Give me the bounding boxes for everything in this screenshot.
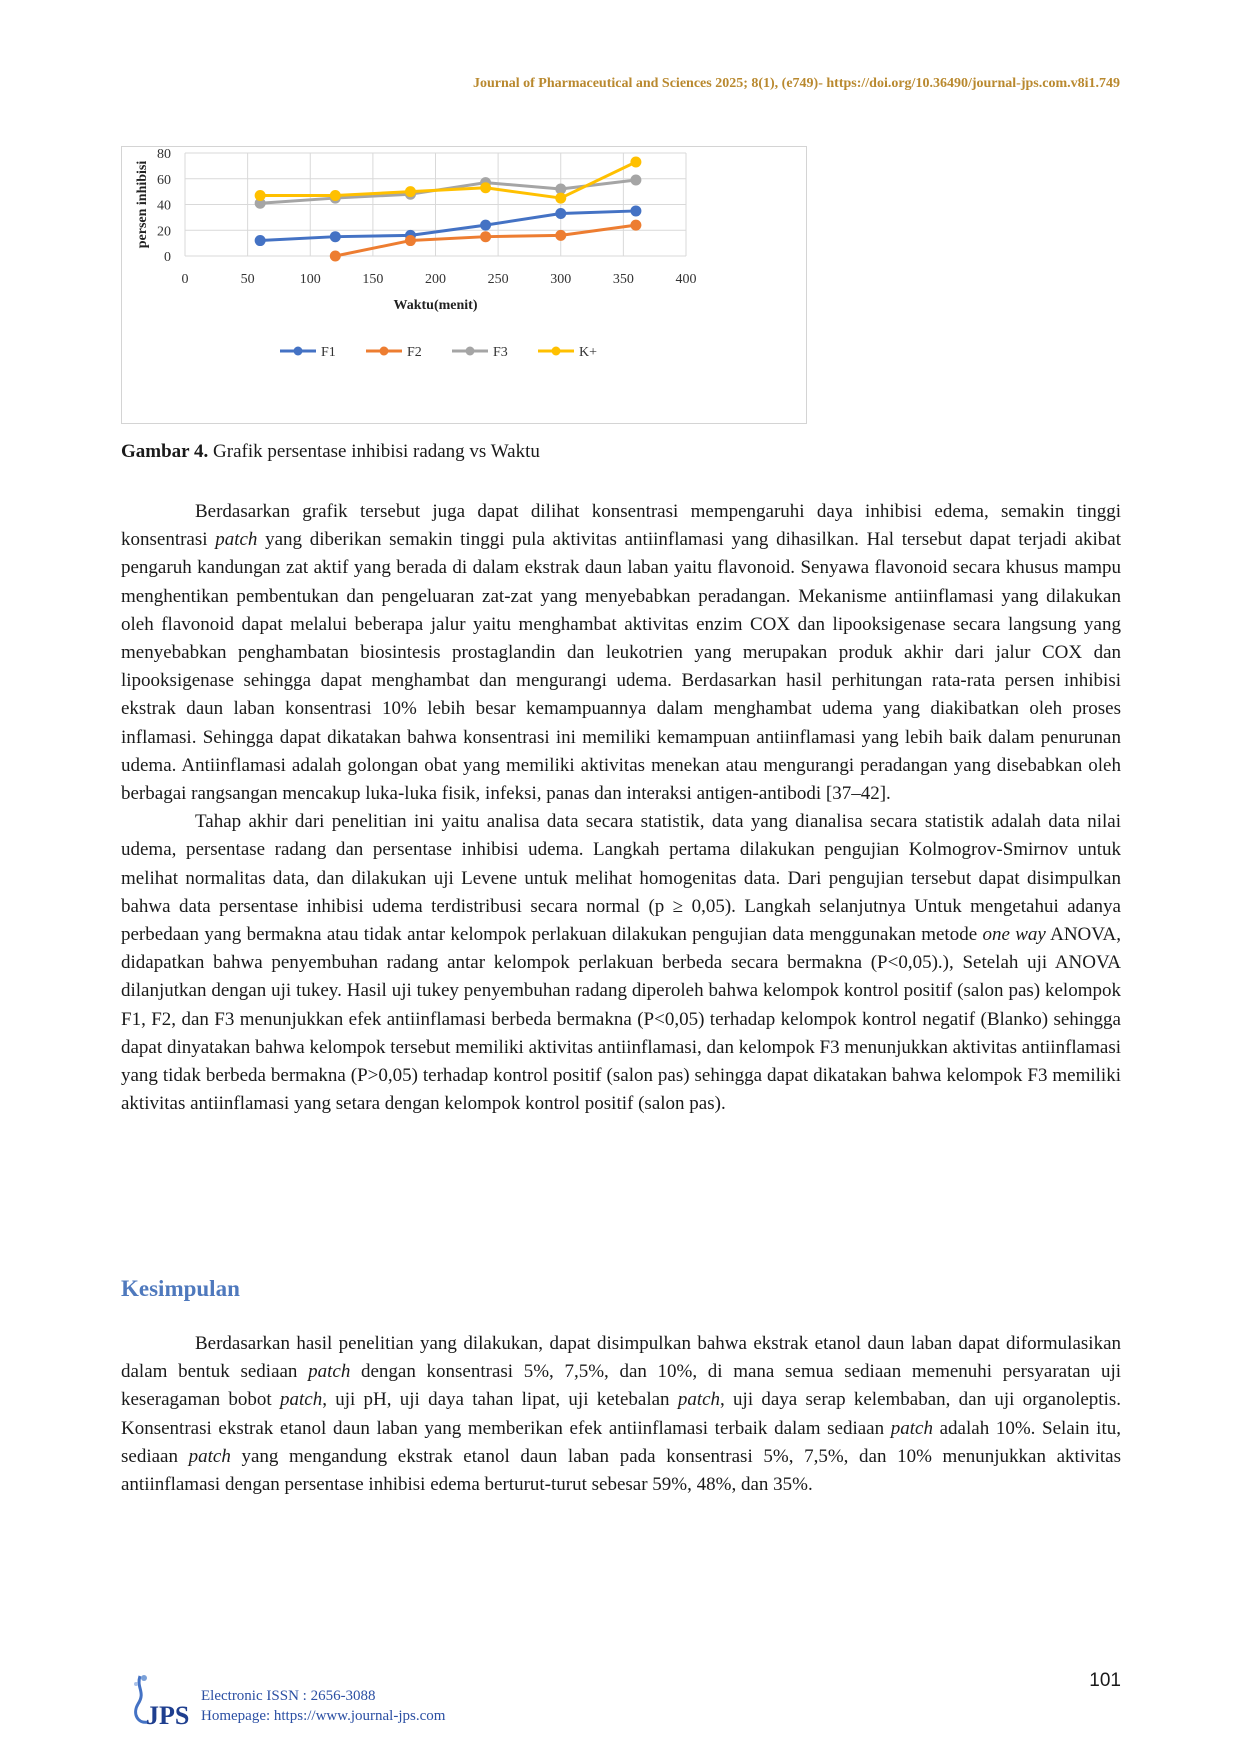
x-tick-label: 350 bbox=[612, 272, 634, 287]
data-point-K+ bbox=[630, 157, 641, 168]
italic-term: patch bbox=[677, 1389, 721, 1411]
figure-label: Gambar 4. bbox=[121, 441, 209, 462]
text-run: Tahap akhir dari penelitian ini yaitu analisa data secara statistik, data yang dianalisa secara statistik adalah data nilai udema, persentase radang dan persentase inhibisi udema. Langkah pertama dilakukan pengujian Kolmogrov-Smirnov untuk melihat normalitas data, dan dilakukan uji Levene untuk melihat homogenitas data. Dari pengujian tersebut dapat disimpulkan bahwa data persentase inhibisi udema terdistribusi secara normal (p ≥ 0,05). Langkah selanjutnya Untuk mengetahui adanya perbedaan yang bermakna atau tidak antar kelompok perlakuan dilakukan pengujian data menggunakan metode bbox=[121, 811, 1121, 946]
x-tick-label: 50 bbox=[240, 272, 255, 287]
text-run: adalah 10%. Selain itu, sediaan bbox=[121, 1417, 1121, 1467]
text-run: , uji pH, uji daya tahan lipat, uji ketebalan bbox=[322, 1389, 678, 1411]
italic-term: patch bbox=[308, 1361, 351, 1383]
figure-caption bbox=[121, 441, 540, 463]
paragraph bbox=[121, 1330, 1121, 1499]
data-point-K+ bbox=[555, 193, 566, 204]
x-tick-label: 300 bbox=[550, 272, 572, 287]
italic-term: one way bbox=[982, 924, 1046, 946]
legend-swatch-marker bbox=[294, 347, 303, 356]
figure-caption-text: Grafik persentase inhibisi radang vs Waktu bbox=[208, 441, 540, 462]
data-point-F1 bbox=[255, 235, 266, 246]
paragraph bbox=[121, 808, 1121, 1118]
page-number: 101 bbox=[1089, 1670, 1121, 1691]
y-tick-label: 60 bbox=[157, 172, 171, 188]
data-point-K+ bbox=[405, 186, 416, 197]
italic-term: patch bbox=[279, 1389, 323, 1411]
inhibition-line-chart bbox=[122, 147, 806, 423]
y-tick-label: 20 bbox=[157, 224, 171, 240]
series-line-F1 bbox=[260, 211, 636, 241]
data-point-F1 bbox=[480, 220, 491, 231]
data-point-F1 bbox=[630, 205, 641, 216]
italic-term: patch bbox=[890, 1417, 933, 1439]
x-tick-label: 150 bbox=[362, 272, 384, 287]
data-point-K+ bbox=[255, 190, 266, 201]
legend-swatch-marker bbox=[380, 347, 389, 356]
text-run: Berdasarkan grafik tersebut juga dapat dilihat konsentrasi mempengaruhi daya inhibisi edema, semakin tinggi konsentrasi bbox=[121, 501, 1121, 551]
data-point-F2 bbox=[630, 220, 641, 231]
discussion-paragraphs bbox=[121, 498, 1121, 1118]
electronic-issn: Electronic ISSN : 2656-3088 bbox=[201, 1688, 376, 1704]
x-tick-label: 250 bbox=[487, 272, 509, 287]
y-tick-label: 0 bbox=[164, 250, 171, 265]
legend-label: F1 bbox=[321, 345, 336, 360]
data-point-F2 bbox=[555, 230, 566, 241]
legend-swatch-marker bbox=[552, 347, 561, 356]
text-run: yang diberikan semakin tinggi pula aktivitas antiinflamasi yang dihasilkan. Hal tersebut dapat terjadi akibat pengaruh kandungan zat aktif yang berada di dalam ekstrak daun laban yaitu flavonoid. Senyawa flavonoid secara khusus mampu menghentikan pembentukan dan pengeluaran zat-zat yang menyebabkan peradangan. Mekanisme antiinflamasi yang dilakukan oleh flavonoid dapat melalui beberapa jalur yaitu menghambat aktivitas enzim COX dan lipooksigenase secara langsung yang menyebabkan penghambatan biosintesis prostaglandin dan leukotrien yang merupakan produk akhir dari jalur COX dan lipooksigenase sehingga dapat menghambat dan mengurangi udema. Berdasarkan hasil perhitungan rata-rata persen inhibisi ekstrak daun laban konsentrasi 10% lebih besar kemampuannya dalam menghambat udema yang diakibatkan oleh proses inflamasi. Sehingga dapat dikatakan bahwa konsentrasi ini memiliki kemampuan antiinflamasi yang lebih baik dalam penurunan udema. Antiinflamasi adalah golongan obat yang memiliki aktivitas menekan atau mengurangi peradangan yang disebabkan oleh berbagai rangsangan mencakup luka-luka fisik, infeksi, panas dan interaksi antigen-antibodi [37–42]. bbox=[121, 529, 1121, 805]
legend-label: F2 bbox=[407, 345, 422, 360]
data-point-K+ bbox=[330, 190, 341, 201]
series-line-K+ bbox=[260, 162, 636, 198]
text-run: ANOVA, didapatkan bahwa penyembuhan radang antar kelompok perlakuan berbeda secara bermakna (P<0,05).), Setelah uji ANOVA dilanjutkan dengan uji tukey. Hasil uji tukey penyembuhan radang diperoleh bahwa kelompok kontrol positif (salon pas) kelompok F1, F2, dan F3 menunjukkan efek antiinflamasi berbeda bermakna (P<0,05) terhadap kelompok kontrol negatif (Blanko) sehingga dapat dinyatakan bahwa kelompok tersebut memiliki aktivitas antiinflamasi, dan kelompok F3 menunjukkan aktivitas antiinflamasi yang tidak berbeda bermakna (P>0,05) terhadap kontrol positif (salon pas) sehingga dapat dikatakan bahwa kelompok F3 memiliki aktivitas antiinflamasi yang setara dengan kelompok kontrol positif (salon pas). bbox=[121, 924, 1121, 1115]
x-axis-label: Waktu(menit) bbox=[393, 298, 478, 313]
italic-term: patch bbox=[188, 1445, 231, 1467]
x-tick-label: 0 bbox=[181, 272, 189, 287]
y-tick-label: 40 bbox=[157, 198, 171, 214]
data-point-F3 bbox=[630, 175, 641, 186]
data-point-F2 bbox=[480, 231, 491, 242]
data-point-K+ bbox=[480, 182, 491, 193]
legend-label: K+ bbox=[579, 345, 598, 360]
conclusion-paragraphs bbox=[121, 1330, 1121, 1499]
journal-header: Journal of Pharmaceutical and Sciences 2025; 8(1), (e749)- https://doi.org/10.36490/journal-jps.com.v8i1.749 bbox=[472, 76, 1120, 91]
text-run: Berdasarkan hasil penelitian yang dilakukan, dapat disimpulkan bahwa ekstrak etanol daun laban dapat diformulasikan dalam bentuk sediaan bbox=[121, 1333, 1121, 1383]
data-point-F2 bbox=[405, 235, 416, 246]
legend-swatch-marker bbox=[466, 347, 475, 356]
text-run: , uji daya serap kelembaban, dan uji organoleptis. Konsentrasi ekstrak etanol daun laban yang memberikan efek antiinflamasi terbaik dalam sediaan bbox=[121, 1389, 1122, 1439]
data-point-F1 bbox=[330, 231, 341, 242]
x-tick-label: 200 bbox=[425, 272, 446, 287]
legend-label: F3 bbox=[493, 345, 508, 360]
line-chart-container bbox=[121, 146, 807, 424]
logo-text: JPS bbox=[146, 1701, 190, 1730]
data-point-F1 bbox=[555, 208, 566, 219]
paragraph bbox=[121, 498, 1121, 808]
x-tick-label: 400 bbox=[675, 272, 697, 287]
footer bbox=[124, 1670, 544, 1730]
italic-term: patch bbox=[215, 529, 258, 551]
data-point-F2 bbox=[330, 251, 341, 262]
y-axis-label: persen inhibisi bbox=[135, 160, 150, 249]
y-tick-label: 80 bbox=[157, 147, 171, 162]
text-run: dengan konsentrasi 5%, 7,5%, dan 10%, di mana semua sediaan memenuhi persyaratan uji keseragaman bobot bbox=[121, 1361, 1122, 1411]
text-run: yang mengandung ekstrak etanol daun laban pada konsentrasi 5%, 7,5%, dan 10% menunjukkan aktivitas antiinflamasi dengan persentase inhibisi edema berturut-turut sebesar 59%, 48%, dan 35%. bbox=[121, 1445, 1121, 1496]
series-line-F3 bbox=[260, 180, 636, 203]
homepage-link[interactable]: Homepage: https://www.journal-jps.com bbox=[201, 1708, 446, 1724]
section-heading-kesimpulan: Kesimpulan bbox=[121, 1276, 240, 1301]
x-tick-label: 100 bbox=[299, 272, 321, 287]
journal-logo bbox=[124, 1670, 196, 1730]
